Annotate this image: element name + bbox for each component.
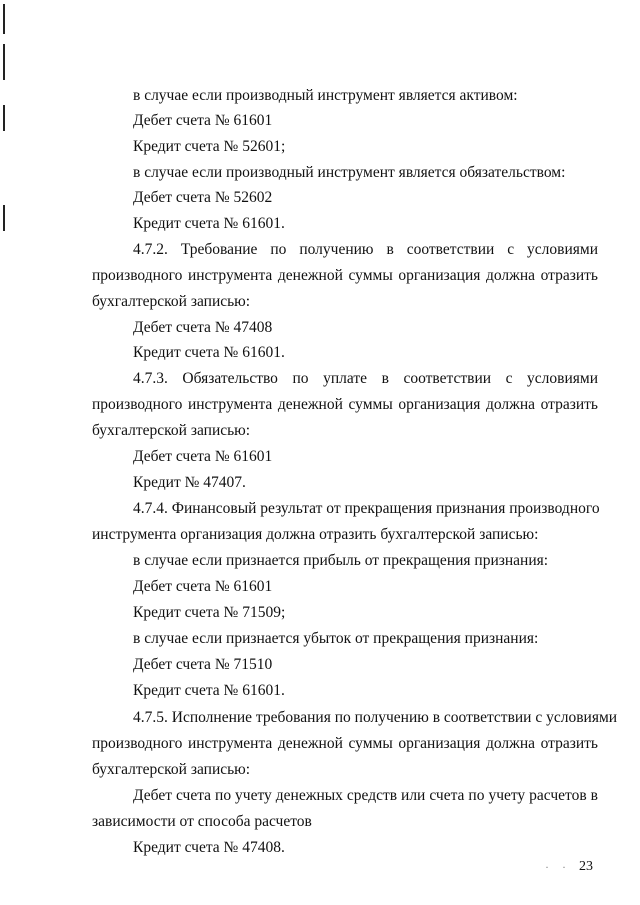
text-line: Кредит счета № 71509; bbox=[133, 604, 286, 621]
text-line: бухгалтерской записью: bbox=[92, 761, 251, 778]
page-number: 23 bbox=[579, 859, 593, 874]
scan-artifact-dots: · · bbox=[545, 860, 571, 874]
text-line: бухгалтерской записью: bbox=[92, 422, 251, 439]
text-line: Кредит счета № 61601. bbox=[133, 682, 285, 699]
text-line: зависимости от способа расчетов bbox=[92, 813, 312, 830]
text-line: в случае если производный инструмент является активом: bbox=[133, 87, 518, 104]
text-line: Кредит счета № 47408. bbox=[133, 839, 285, 856]
text-line: Дебет счета № 61601 bbox=[133, 112, 273, 129]
paragraph-heading-4-7-4: 4.7.4. Финансовый результат от прекращения признания производного bbox=[133, 500, 600, 517]
text-line: в случае если признается прибыль от прекращения признания: bbox=[133, 552, 549, 569]
text-line: Дебет счета по учету денежных средств или счета по учету расчетов в bbox=[133, 787, 598, 804]
text-line: Кредит счета № 61601. bbox=[133, 215, 285, 232]
text-line: Дебет счета № 61601 bbox=[133, 448, 273, 465]
text-line: Дебет счета № 61601 bbox=[133, 578, 273, 595]
text-line: Кредит № 47407. bbox=[133, 474, 246, 491]
text-line: в случае если производный инструмент является обязательством: bbox=[133, 164, 566, 181]
text-line: производного инструмента денежной суммы организация должна отразить bbox=[92, 267, 598, 284]
text-line: Дебет счета № 52602 bbox=[133, 189, 273, 206]
text-line: инструмента организация должна отразить бухгалтерской записью: bbox=[92, 526, 539, 543]
scan-artifact-mark bbox=[3, 105, 5, 131]
paragraph-heading-4-7-3: 4.7.3. Обязательство по уплате в соответствии с условиями bbox=[133, 370, 598, 387]
text-line: Дебет счета № 71510 bbox=[133, 656, 273, 673]
paragraph-heading-4-7-5: 4.7.5. Исполнение требования по получению в соответствии с условиями bbox=[133, 709, 618, 726]
scan-artifact-mark bbox=[3, 44, 5, 80]
text-line: Дебет счета № 47408 bbox=[133, 319, 273, 336]
text-line: производного инструмента денежной суммы организация должна отразить bbox=[92, 396, 598, 413]
scan-artifact-mark bbox=[3, 4, 5, 34]
text-line: бухгалтерской записью: bbox=[92, 293, 251, 310]
text-line: в случае если признается убыток от прекращения признания: bbox=[133, 630, 539, 647]
scan-artifact-mark bbox=[3, 205, 5, 231]
text-line: Кредит счета № 61601. bbox=[133, 344, 285, 361]
text-line: Кредит счета № 52601; bbox=[133, 138, 286, 155]
paragraph-heading-4-7-2: 4.7.2. Требование по получению в соответствии с условиями bbox=[133, 241, 598, 258]
text-line: производного инструмента денежной суммы организация должна отразить bbox=[92, 735, 598, 752]
